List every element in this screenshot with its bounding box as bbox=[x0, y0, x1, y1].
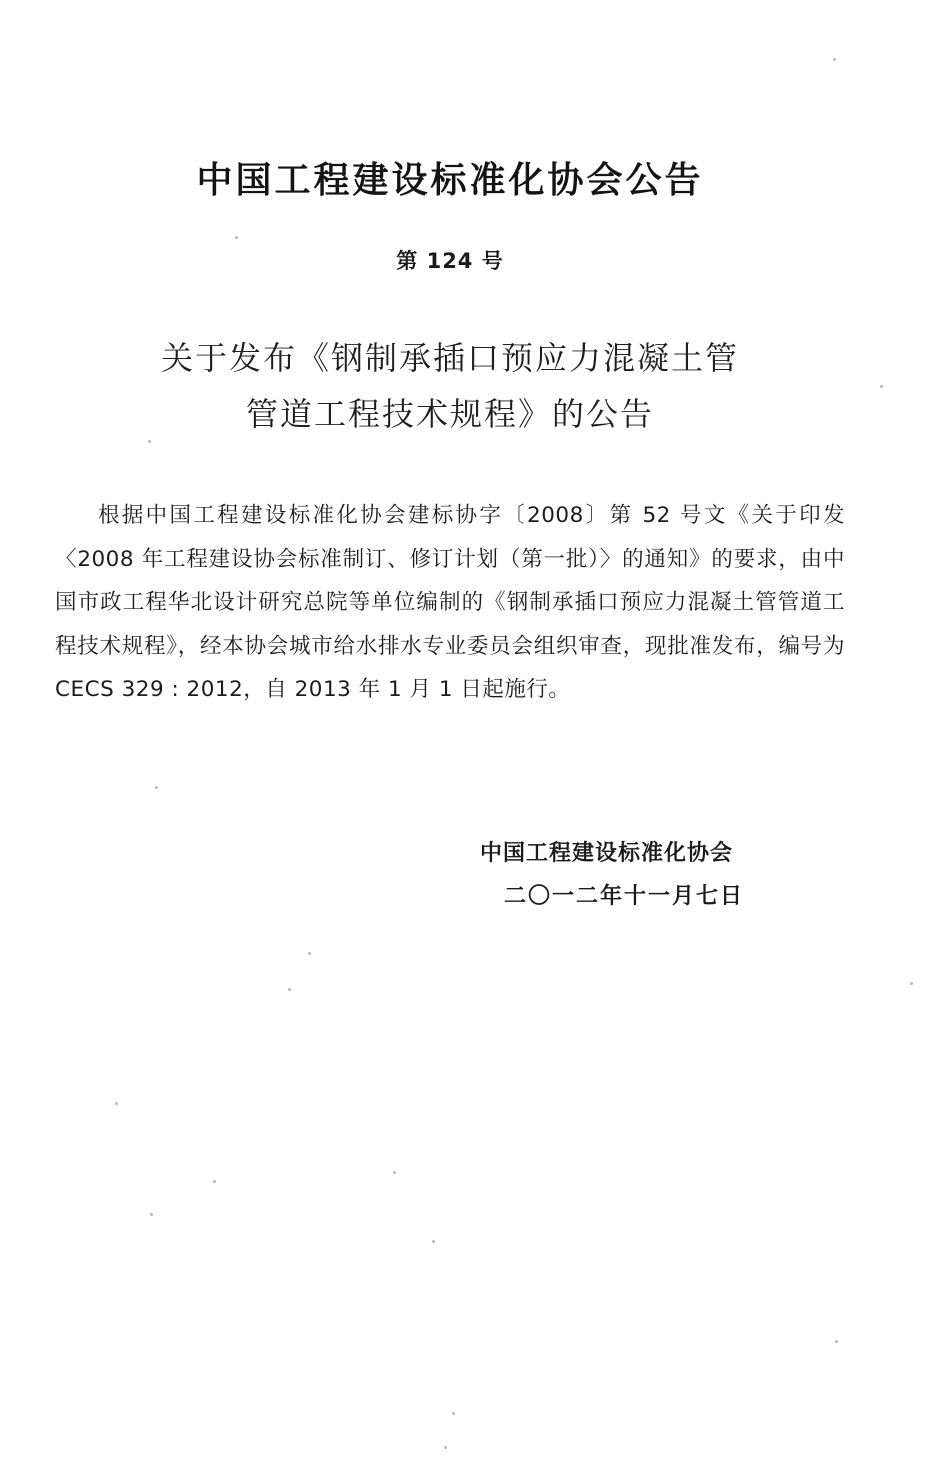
scan-speck bbox=[444, 1446, 447, 1449]
scan-speck bbox=[213, 1180, 216, 1183]
scan-speck bbox=[288, 988, 291, 991]
scan-speck bbox=[150, 1213, 153, 1216]
scan-speck bbox=[393, 1171, 396, 1174]
scan-speck bbox=[115, 1102, 118, 1105]
scan-speck bbox=[432, 1240, 435, 1243]
scan-speck bbox=[148, 440, 151, 443]
announcement-body-paragraph: 根据中国工程建设标准化协会建标协字〔2008〕第 52 号文《关于印发〈2008 年工程建设协会标准制订、修订计划（第一批）〉的通知》的要求，由中国市政工程华北设计研究总院等单位编制的《钢制承插口预应力混凝土管管道工程技术规程》，经本协会城市给水排水专业委员会组织审查，现批准发布，编号为 CECS 329 : 2012，自 2013 年 1 月 1 日起施行。 bbox=[55, 503, 845, 702]
announcement-title-line-1: 关于发布《钢制承插口预应力混凝土管 bbox=[160, 339, 739, 377]
scan-speck bbox=[833, 58, 836, 61]
scan-speck bbox=[910, 982, 913, 985]
page-title: 中国工程建设标准化协会公告 bbox=[196, 160, 704, 201]
scan-speck bbox=[835, 1340, 838, 1343]
issuing-organization: 中国工程建设标准化协会 bbox=[480, 841, 734, 866]
announcement-title-line-2: 管道工程技术规程》的公告 bbox=[245, 395, 654, 433]
scan-speck bbox=[880, 385, 883, 388]
issue-date: 二〇一二年十一月七日 bbox=[504, 884, 745, 909]
scan-speck bbox=[308, 952, 311, 955]
scan-speck bbox=[155, 786, 158, 789]
announcement-title bbox=[0, 330, 900, 442]
signature-block bbox=[480, 832, 744, 918]
scan-speck bbox=[235, 236, 238, 239]
announcement-number: 第 124 号 bbox=[396, 249, 504, 273]
scan-speck bbox=[452, 1412, 455, 1415]
